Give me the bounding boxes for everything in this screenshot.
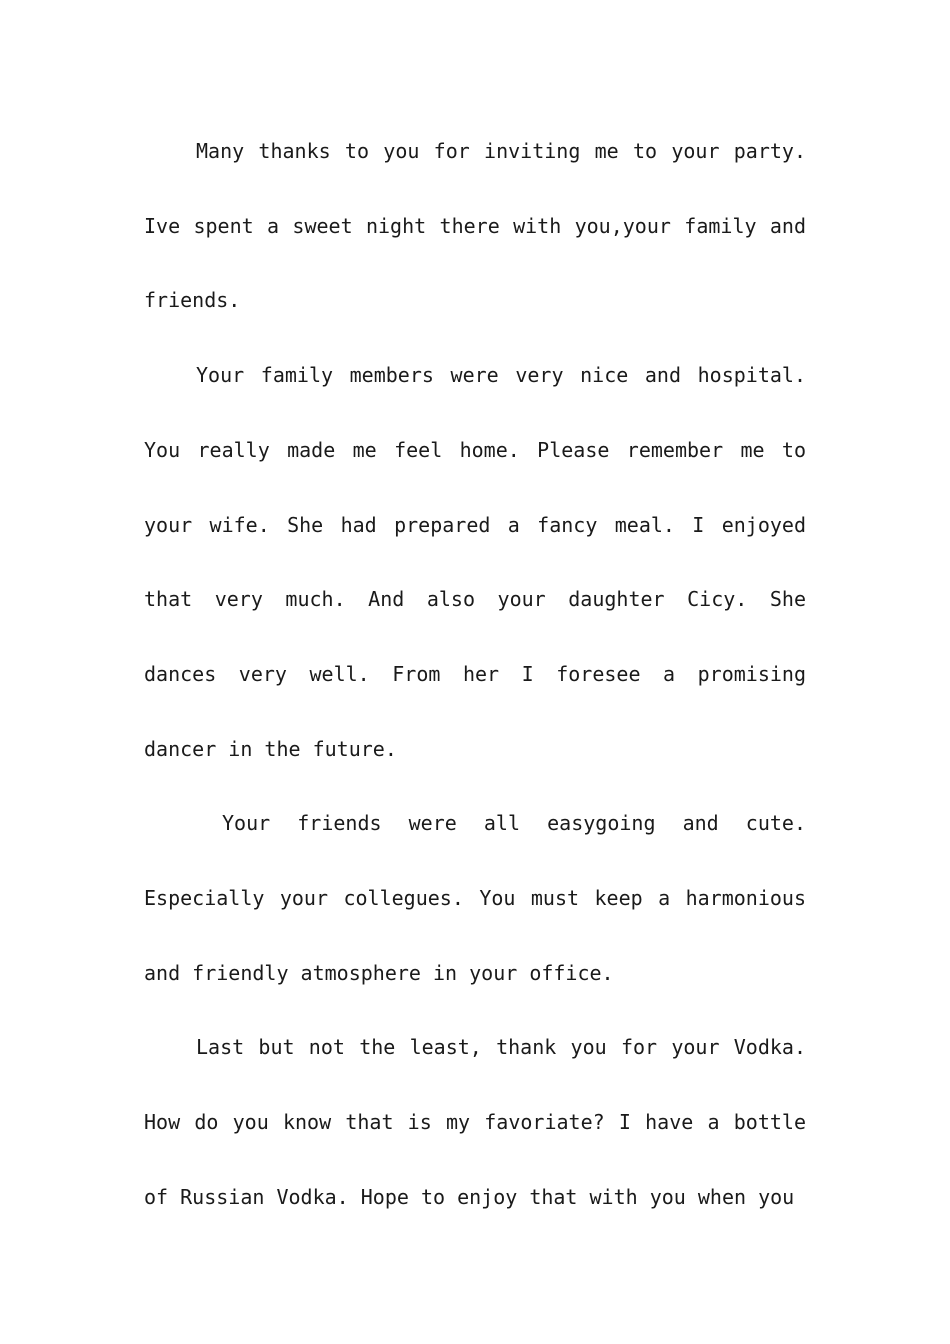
letter-body [144,114,806,1235]
paragraph-vodka: Last but not the least, thank you for your Vodka. How do you know that is my favoriate? I have a bottle of Russian Vodka. Hope to enjoy that with you when you [144,1035,806,1209]
paragraph-friends: Your friends were all easygoing and cute. Especially your collegues. You must keep a harmonious and friendly atmosphere in your office. [144,811,806,985]
paragraph-thanks: Many thanks to you for inviting me to your party. Ive spent a sweet night there with you,your family and friends. [144,139,806,313]
paragraph-family: Your family members were very nice and hospital. You really made me feel home. Please remember me to your wife. She had prepared a fancy meal. I enjoyed that very much. And also your daughter Cicy. She dances very well. From her I foresee a promising dancer in the future. [144,363,806,761]
